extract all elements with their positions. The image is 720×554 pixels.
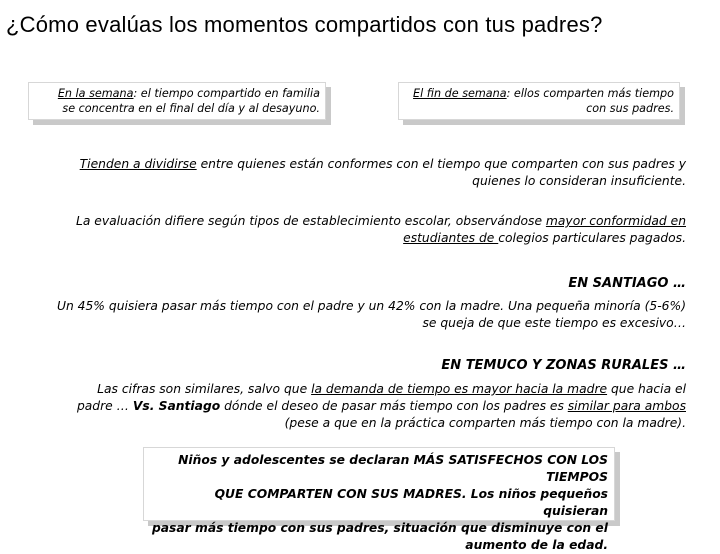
school-underlined-2: estudiantes de (403, 231, 499, 245)
division-paragraph: Tienden a dividirse entre quienes están conformes con el tiempo que comparten con sus padres y quienes lo consideran insuficiente. (79, 157, 686, 188)
page-title: ¿Cómo evalúas los momentos compartidos con tus padres? (6, 12, 603, 37)
vs-santiago: Vs. Santiago (132, 399, 221, 413)
weekend-label: El fin de semana (413, 87, 507, 100)
conclusion-callout: Niños y adolescentes se declaran MÁS SATISFECHOS CON LOS TIEMPOS QUE COMPARTEN CON SUS MADRES. Los niños pequeños quisieran pasar más tiempo con sus padres, situación que disminuye con el aumento de la edad. (143, 447, 615, 521)
weekday-label: En la semana (57, 87, 134, 100)
temuco-heading: EN TEMUCO Y ZONAS RURALES … (441, 358, 686, 373)
weekday-line-2: se concentra en el final del día y al desayuno. (62, 102, 320, 115)
division-underlined: Tienden a dividirse (79, 157, 197, 171)
santiago-heading: EN SANTIAGO … (568, 276, 686, 291)
temuco-paragraph: Las cifras son similares, salvo que la demanda de tiempo es mayor hacia la madre que hacia el padre … Vs. Santiago dónde el deseo de pasar más tiempo con los padres es similar para ambos (pese a que en la práctica comparten más tiempo con la madre). (76, 382, 686, 430)
school-underlined-1: mayor conformidad en (545, 214, 686, 228)
santiago-paragraph: Un 45% quisiera pasar más tiempo con el padre y un 42% con la madre. Una pequeña minoría (5-6%) se queja de que este tiempo es excesivo… (56, 299, 686, 330)
weekday-callout (28, 82, 326, 120)
weekend-line-2: con sus padres. (586, 102, 674, 115)
temuco-underlined-1: la demanda de tiempo es mayor hacia la madre (311, 382, 608, 396)
weekend-callout (398, 82, 680, 120)
temuco-underlined-2: similar para ambos (567, 399, 686, 413)
school-type-paragraph: La evaluación difiere según tipos de establecimiento escolar, observándose mayor conformidad en estudiantes de colegios particulares pagados. (75, 214, 686, 245)
weekday-line-1: En la semana: el tiempo compartido en familia (57, 87, 320, 100)
weekend-line-1: El fin de semana: ellos comparten más tiempo (413, 87, 674, 100)
